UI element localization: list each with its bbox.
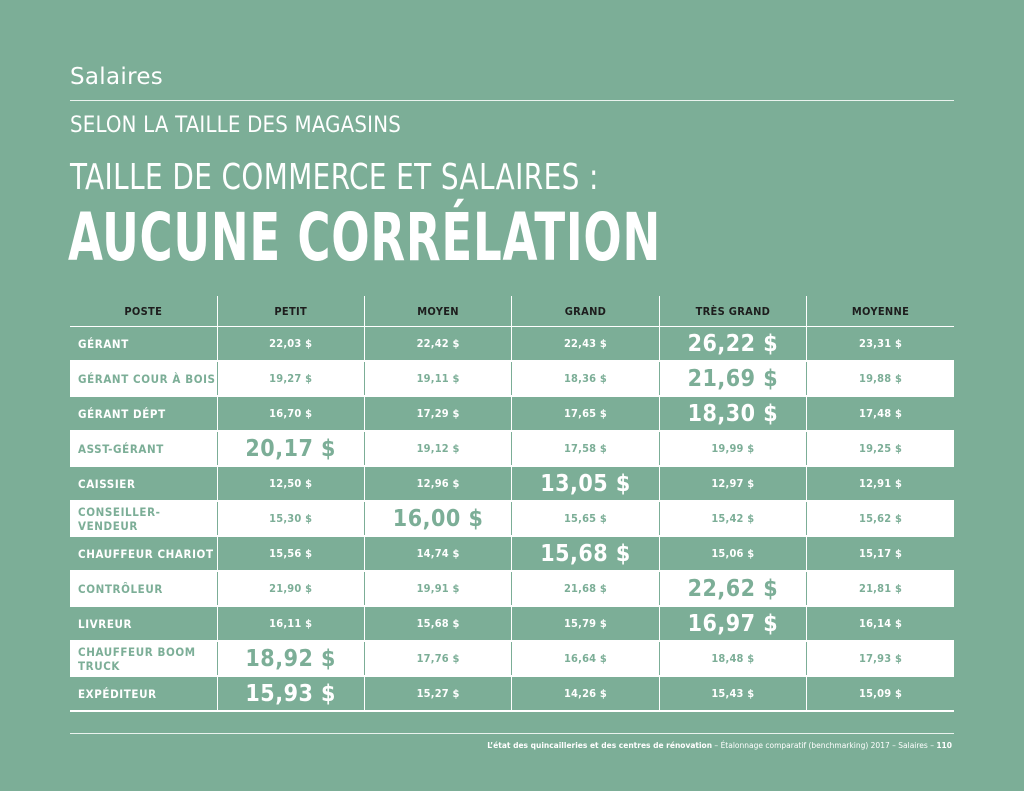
salary-cell-moyenne: 16,14 $ [807,606,954,641]
poste-label: CONTRÔLEUR [70,571,217,606]
salary-cell-grand: 21,68 $ [512,571,659,606]
salary-cell-tres-grand: 26,22 $ [659,327,806,362]
salary-cell-petit: 19,27 $ [217,361,364,396]
salary-cell-grand: 15,79 $ [512,606,659,641]
salary-cell-moyenne: 17,48 $ [807,396,954,431]
salary-cell-tres-grand: 22,62 $ [659,571,806,606]
salary-cell-moyenne: 15,09 $ [807,676,954,711]
table-row [70,466,954,501]
salary-cell-moyenne: 23,31 $ [807,327,954,362]
salary-cell-tres-grand: 16,97 $ [659,606,806,641]
salary-cell-grand: 17,58 $ [512,431,659,466]
poste-label: CAISSIER [70,466,217,501]
column-header-moyenne: MOYENNE [807,296,954,327]
table-body [70,327,954,712]
poste-label: CONSEILLER-VENDEUR [70,501,217,536]
salary-cell-moyenne: 19,25 $ [807,431,954,466]
poste-label: GÉRANT COUR À BOIS [70,361,217,396]
salary-cell-grand: 17,65 $ [512,396,659,431]
section-title: Salaires [70,64,164,90]
salary-cell-grand: 18,36 $ [512,361,659,396]
salary-cell-petit: 20,17 $ [217,431,364,466]
salary-cell-moyen: 19,12 $ [364,431,511,466]
salary-cell-tres-grand: 21,69 $ [659,361,806,396]
salary-cell-petit: 16,70 $ [217,396,364,431]
table-row [70,606,954,641]
salary-cell-tres-grand: 12,97 $ [659,466,806,501]
salary-cell-moyen: 17,29 $ [364,396,511,431]
salary-cell-petit: 15,93 $ [217,676,364,711]
table-row [70,571,954,606]
salary-cell-moyenne: 21,81 $ [807,571,954,606]
table-header-row [70,296,954,327]
salary-cell-petit: 21,90 $ [217,571,364,606]
salary-cell-tres-grand: 19,99 $ [659,431,806,466]
salary-cell-moyen: 19,91 $ [364,571,511,606]
salary-cell-grand: 16,64 $ [512,641,659,676]
salary-cell-tres-grand: 15,42 $ [659,501,806,536]
salary-cell-petit: 15,56 $ [217,536,364,571]
column-header-moyen: MOYEN [364,296,511,327]
table-row [70,536,954,571]
column-header-tres-grand: TRÈS GRAND [659,296,806,327]
footer [487,741,952,750]
salary-cell-tres-grand: 18,48 $ [659,641,806,676]
page-number: 110 [936,741,952,750]
table-row [70,327,954,362]
poste-label: GÉRANT DÉPT [70,396,217,431]
table-row [70,676,954,711]
salary-cell-grand: 15,65 $ [512,501,659,536]
salary-cell-petit: 15,30 $ [217,501,364,536]
salary-cell-petit: 18,92 $ [217,641,364,676]
footer-subtitle: – Étalonnage comparatif (benchmarking) 2017 – Salaires – [712,741,937,750]
salary-cell-grand: 22,43 $ [512,327,659,362]
table-row [70,361,954,396]
salary-cell-grand: 13,05 $ [512,466,659,501]
salary-cell-petit: 16,11 $ [217,606,364,641]
salary-cell-moyen: 22,42 $ [364,327,511,362]
salary-cell-moyenne: 15,62 $ [807,501,954,536]
poste-label: GÉRANT [70,327,217,362]
salary-cell-moyenne: 19,88 $ [807,361,954,396]
salary-cell-grand: 14,26 $ [512,676,659,711]
table-row [70,501,954,536]
salary-cell-tres-grand: 18,30 $ [659,396,806,431]
salary-cell-moyen: 14,74 $ [364,536,511,571]
salary-cell-moyenne: 17,93 $ [807,641,954,676]
headline-emphasis: AUCUNE CORRÉLATION [68,199,662,276]
salary-cell-tres-grand: 15,43 $ [659,676,806,711]
poste-label: CHAUFFEUR BOOM TRUCK [70,641,217,676]
salary-cell-moyen: 16,00 $ [364,501,511,536]
poste-label: CHAUFFEUR CHARIOT [70,536,217,571]
salary-cell-moyenne: 15,17 $ [807,536,954,571]
column-header-petit: PETIT [217,296,364,327]
salary-cell-moyen: 17,76 $ [364,641,511,676]
table-row [70,396,954,431]
headline: TAILLE DE COMMERCE ET SALAIRES : [70,157,599,198]
column-header-poste: POSTE [70,296,217,327]
bottom-divider [70,733,954,734]
poste-label: LIVREUR [70,606,217,641]
salary-cell-petit: 22,03 $ [217,327,364,362]
poste-label: EXPÉDITEUR [70,676,217,711]
footer-publication-title: L’état des quincailleries et des centres de rénovation [487,741,713,750]
top-divider [70,100,954,101]
column-header-grand: GRAND [512,296,659,327]
salary-cell-petit: 12,50 $ [217,466,364,501]
salary-cell-tres-grand: 15,06 $ [659,536,806,571]
salary-cell-moyen: 19,11 $ [364,361,511,396]
table-row [70,431,954,466]
salary-table [70,296,954,712]
salary-cell-moyenne: 12,91 $ [807,466,954,501]
subtitle: SELON LA TAILLE DES MAGASINS [70,113,401,138]
table-row [70,641,954,676]
poste-label: ASST-GÉRANT [70,431,217,466]
salary-cell-moyen: 15,68 $ [364,606,511,641]
salary-cell-moyen: 15,27 $ [364,676,511,711]
salary-cell-moyen: 12,96 $ [364,466,511,501]
salary-cell-grand: 15,68 $ [512,536,659,571]
